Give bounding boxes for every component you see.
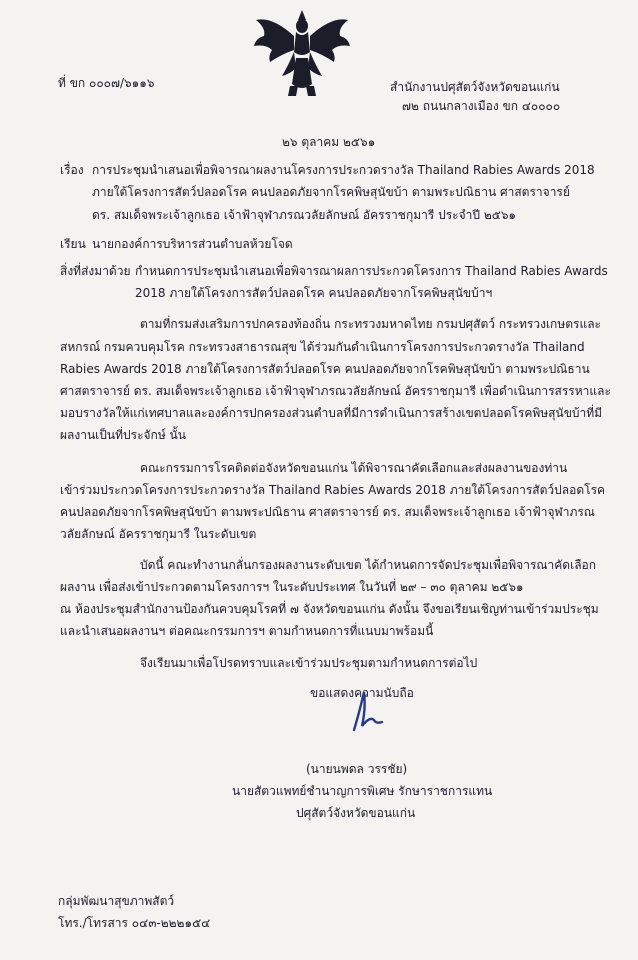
body-line: สหกรณ์ กรมควบคุมโรค กระทรวงสาธารณสุข ได้ร่วมกันดำเนินการโครงการประกวดรางวัล Thailand bbox=[60, 340, 585, 354]
body-line: จึงเรียนมาเพื่อโปรดทราบและเข้าร่วมประชุมตามกำหนดการต่อไป bbox=[140, 656, 478, 670]
body-line: ผลงาน เพื่อส่งเข้าประกวดตามโครงการฯ ในระดับประเทศ ในวันที่ ๒๙ – ๓๐ ตุลาคม ๒๕๖๑ bbox=[60, 580, 524, 594]
attachment-line: 2018 ภายใต้โครงการสัตว์ปลอดโรค คนปลอดภัยจากโรคพิษสุนัขบ้าฯ bbox=[135, 286, 493, 300]
body-line: Rabies Awards 2018 ภายใต้โครงการสัตว์ปลอดโรค คนปลอดภัยจากโรคพิษสุนัขบ้า ตามพระปณิธาน bbox=[60, 362, 590, 376]
office-address: ๗๒ ถนนกลางเมือง ขก ๔๐๐๐๐ bbox=[402, 99, 561, 113]
signer-position: ปศุสัตว์จังหวัดขอนแก่น bbox=[296, 806, 416, 820]
attachment-label: สิ่งที่ส่งมาด้วย bbox=[60, 264, 131, 278]
subject-label: เรื่อง bbox=[60, 163, 84, 177]
subject-line: ภายใต้โครงการสัตว์ปลอดโรค คนปลอดภัยจากโรคพิษสุนัขบ้า ตามพระปณิธาน ศาสตราจารย์ bbox=[92, 185, 570, 199]
attachment-line: กำหนดการประชุมนำเสนอเพื่อพิจารณาผลการประกวดโครงการ Thailand Rabies Awards bbox=[135, 264, 608, 278]
body-line: มอบรางวัลให้แก่เทศบาลและองค์การปกครองส่วนตำบลที่มีการดำเนินการสร้างเขตปลอดโรคพิษสุนัขบ้าที่มี bbox=[60, 406, 603, 420]
body-line: บัดนี้ คณะทำงานกลั่นกรองผลงานระดับเขต ได้กำหนดการจัดประชุมเพื่อพิจารณาคัดเลือก bbox=[140, 558, 597, 572]
body-line: ณ ห้องประชุมสำนักงานป้องกันควบคุมโรคที่ ๗ จังหวัดขอนแก่น ดังนั้น จึงขอเรียนเชิญท่านเข้าร่วมประชุม bbox=[60, 602, 599, 616]
body-line: ผลงานเป็นที่ประจักษ์ นั้น bbox=[60, 428, 186, 442]
footer-phone: โทร./โทรสาร ๐๔๓-๒๒๒๑๕๔ bbox=[58, 916, 211, 930]
body-line: คณะกรรมการโรคติดต่อจังหวัดขอนแก่น ได้พิจารณาคัดเลือกและส่งผลงานของท่าน bbox=[140, 461, 568, 475]
footer-department: กลุ่มพัฒนาสุขภาพสัตว์ bbox=[58, 894, 175, 908]
closing: ขอแสดงความนับถือ bbox=[310, 686, 414, 700]
subject-line: ดร. สมเด็จพระเจ้าลูกเธอ เจ้าฟ้าจุฬาภรณวลัยลักษณ์ อัครราชกุมารี ประจำปี ๒๕๖๑ bbox=[92, 208, 517, 222]
body-line: คนปลอดภัยจากโรคพิษสุนัขบ้า ตามพระปณิธาน ศาสตราจารย์ ดร. สมเด็จพระเจ้าลูกเธอ เจ้าฟ้าจุฬาภรณ bbox=[60, 505, 595, 519]
office-name: สำนักงานปศุสัตว์จังหวัดขอนแก่น bbox=[390, 80, 560, 94]
body-line: และนำเสนอผลงานฯ ต่อคณะกรรมการฯ ตามกำหนดการที่แนบมาพร้อมนี้ bbox=[60, 624, 434, 638]
body-line: ตามที่กรมส่งเสริมการปกครองท้องถิ่น กระทรวงมหาดไทย กรมปศุสัตว์ กระทรวงเกษตรและ bbox=[140, 317, 602, 331]
letter-date: ๒๖ ตุลาคม ๒๕๖๑ bbox=[282, 135, 376, 149]
subject-line: การประชุมนำเสนอเพื่อพิจารณาผลงานโครงการประกวดรางวัล Thailand Rabies Awards 2018 bbox=[92, 163, 595, 177]
signer-name: (นายนพดล วรรชัย) bbox=[306, 762, 408, 776]
garuda-emblem-icon bbox=[252, 6, 352, 98]
body-line: วลัยลักษณ์ อัครราชกุมารี ในระดับเขต bbox=[60, 527, 257, 541]
signer-position: นายสัตวแพทย์ชำนาญการพิเศษ รักษาราชการแทน bbox=[232, 784, 493, 798]
body-line: ศาสตราจารย์ ดร. สมเด็จพระเจ้าลูกเธอ เจ้าฟ้าจุฬาภรณวลัยลักษณ์ อัครราชกุมารี เพื่อดำเนินการสรรหาและ bbox=[60, 384, 611, 398]
recipient-label: เรียน bbox=[60, 237, 86, 251]
doc-number: ที่ ขก ๐๐๐๗/๖๑๑๖ bbox=[58, 76, 155, 90]
body-line: เข้าร่วมประกวดโครงการประกวดรางวัล Thailand Rabies Awards 2018 ภายใต้โครงการสัตว์ปลอดโรค bbox=[60, 483, 606, 497]
signature-icon bbox=[338, 686, 388, 736]
recipient: นายกองค์การบริหารส่วนตำบลห้วยโจด bbox=[92, 237, 293, 251]
